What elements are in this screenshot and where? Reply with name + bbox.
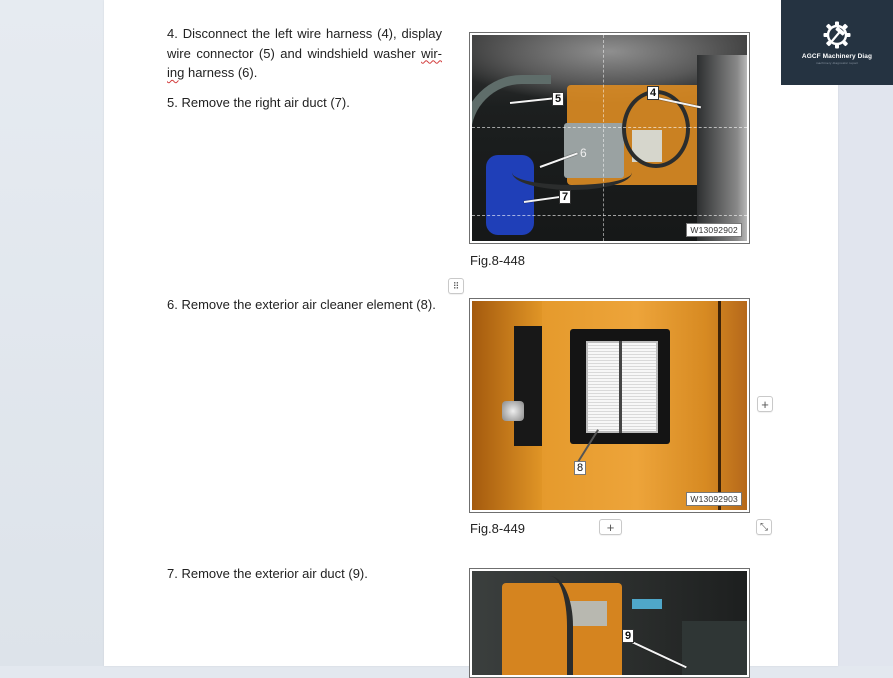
- photo-wire-harness: [472, 35, 747, 241]
- spellcheck-word[interactable]: wir-: [421, 45, 442, 61]
- filter-divider: [619, 341, 622, 433]
- callout-7: 7: [559, 190, 571, 204]
- figure-code: W13092902: [686, 223, 742, 237]
- callout-9: 9: [622, 629, 634, 643]
- add-block-below-button[interactable]: [599, 519, 622, 535]
- cable: [512, 155, 632, 190]
- figure-8-448[interactable]: [469, 32, 750, 244]
- callout-5: 5: [552, 92, 564, 106]
- add-block-side-button[interactable]: [757, 396, 773, 412]
- resize-icon: ⤡: [760, 521, 768, 533]
- right-background: [838, 0, 893, 666]
- step-7: 7. Remove the exterior air duct (9).: [167, 566, 368, 581]
- dark-block: [682, 621, 747, 675]
- figure-exterior-air-duct[interactable]: [469, 568, 750, 678]
- gear-hammer-icon: [822, 20, 852, 50]
- left-background: [0, 0, 104, 666]
- callout-6: 6: [580, 146, 587, 160]
- cab-seam: [718, 301, 721, 510]
- door-gasket: [514, 326, 542, 446]
- brand-name: AGCF Machinery Diag: [801, 53, 873, 60]
- callout-4: 4: [647, 86, 659, 100]
- brand-tagline: machinery diagnostic repair: [815, 61, 859, 65]
- spellcheck-word[interactable]: ing: [167, 65, 185, 80]
- right-frame: [697, 55, 747, 241]
- grey-bracket: [567, 601, 607, 626]
- figure-code: W13092903: [686, 492, 742, 506]
- figure-caption: Fig.8-448: [470, 253, 525, 268]
- cable: [527, 576, 573, 675]
- filter-element: [586, 341, 658, 433]
- door-knob: [502, 401, 524, 421]
- figure-8-449[interactable]: [469, 298, 750, 513]
- resize-button[interactable]: [756, 519, 772, 535]
- blue-connector: [632, 599, 662, 609]
- grip-icon: ⠿: [452, 280, 460, 291]
- brand-logo: [781, 0, 893, 85]
- figure-caption: Fig.8-449: [470, 521, 525, 536]
- photo-air-cleaner: [472, 301, 747, 510]
- step-6: 6. Remove the exterior air cleaner element (8).: [167, 297, 436, 312]
- drag-handle-button[interactable]: [448, 278, 464, 294]
- step-4: 4. Disconnect the left wire harness (4), display wire connector (5) and windshield washer wir- ing harness (6).: [167, 26, 442, 80]
- plus-icon: +: [761, 396, 769, 412]
- photo-exterior-duct: [472, 571, 747, 675]
- step-5: 5. Remove the right air duct (7).: [167, 95, 350, 110]
- plus-icon: +: [606, 519, 615, 535]
- callout-8: 8: [574, 461, 586, 475]
